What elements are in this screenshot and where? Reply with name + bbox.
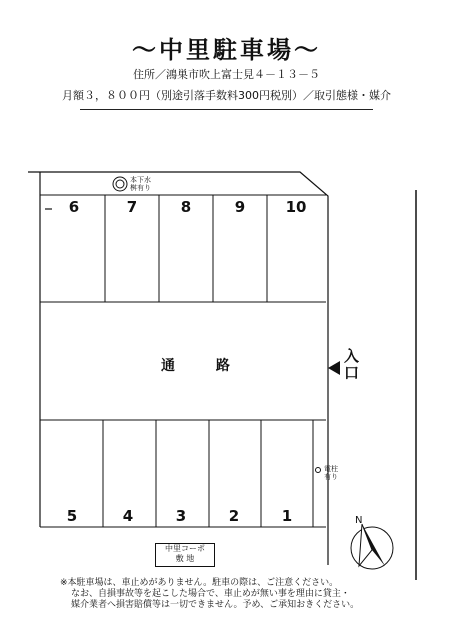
page-title: ～中里駐車場～ <box>132 36 321 64</box>
slot-number-4: 4 <box>122 507 134 525</box>
notice-line-3: 媒介業者へ損害賠償等は一切できません。予め、ご承知おきください。 <box>71 600 360 610</box>
property-address: 住所／鴻巣市吹上富士見４－１３－５ <box>133 68 320 81</box>
utility-pole-icon <box>316 468 321 473</box>
adjacent-property-label: 中里コーポ 敷 地 <box>155 543 215 567</box>
notice-line-2: なお、自損事故等を起こした場合で、車止めが無い事を理由に貸主・ <box>71 589 350 599</box>
slot-number-8: 8 <box>180 198 192 216</box>
utility-pole-label: 電柱 有り <box>324 465 338 481</box>
slot-number-10: 10 <box>285 198 307 216</box>
slot-number-5: 5 <box>66 507 78 525</box>
slot-number-6: 6 <box>68 198 80 216</box>
aisle-label: 通 路 <box>161 358 248 374</box>
north-compass-icon <box>351 524 393 569</box>
manhole-label: 本下水 桝有り <box>130 176 151 192</box>
slot-number-3: 3 <box>175 507 187 525</box>
entrance-arrow-icon <box>328 361 340 375</box>
slot-number-9: 9 <box>234 198 246 216</box>
manhole-icon <box>113 177 127 191</box>
slot-number-7: 7 <box>126 198 138 216</box>
entrance-label: 入 口 <box>344 347 360 382</box>
notice-line-1: ※本駐車場は、車止めがありません。駐車の際は、ご注意ください。 <box>60 578 339 588</box>
slot-number-2: 2 <box>228 507 240 525</box>
north-label: N <box>355 515 363 526</box>
rental-terms: 月額３，８００円（別途引落手数料300円税別）／取引態様・媒介 <box>62 89 391 102</box>
slot-number-1: 1 <box>281 507 293 525</box>
